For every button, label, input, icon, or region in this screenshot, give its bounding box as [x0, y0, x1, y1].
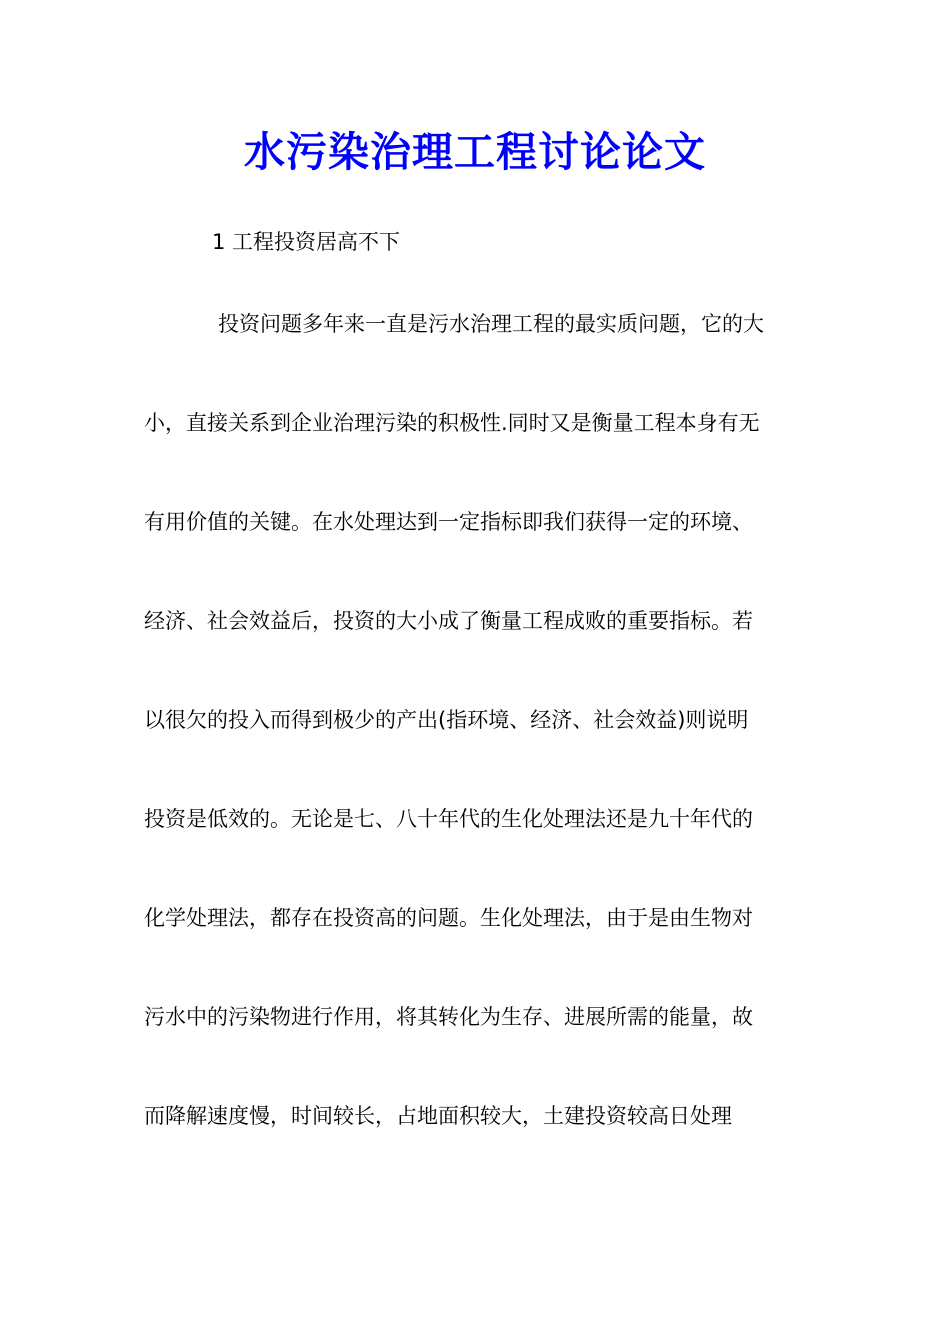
paragraph-line: 化学处理法，都存在投资高的问题。生化处理法，由于是由生物对 [144, 906, 753, 930]
paragraph-line: 小，直接关系到企业治理污染的积极性.同时又是衡量工程本身有无 [144, 411, 760, 435]
paragraph-line: 污水中的污染物进行作用，将其转化为生存、进展所需的能量，故 [144, 1005, 753, 1029]
document-title: 水污染治理工程讨论论文 [244, 128, 706, 176]
paragraph-line: 以很欠的投入而得到极少的产出(指环境、经济、社会效益)则说明 [144, 708, 749, 732]
section-heading: 1 工程投资居高不下 [212, 230, 401, 254]
paragraph-line: 而降解速度慢，时间较长，占地面积较大，土建投资较高日处理 [144, 1104, 732, 1128]
paragraph-line: 投资是低效的。无论是七、八十年代的生化处理法还是九十年代的 [144, 807, 753, 831]
paragraph-line: 有用价值的关键。在水处理达到一定指标即我们获得一定的环境、 [144, 510, 753, 534]
paragraph-line: 经济、社会效益后，投资的大小成了衡量工程成败的重要指标。若 [144, 609, 753, 633]
paragraph-line: 投资问题多年来一直是污水治理工程的最实质问题，它的大 [218, 312, 764, 336]
